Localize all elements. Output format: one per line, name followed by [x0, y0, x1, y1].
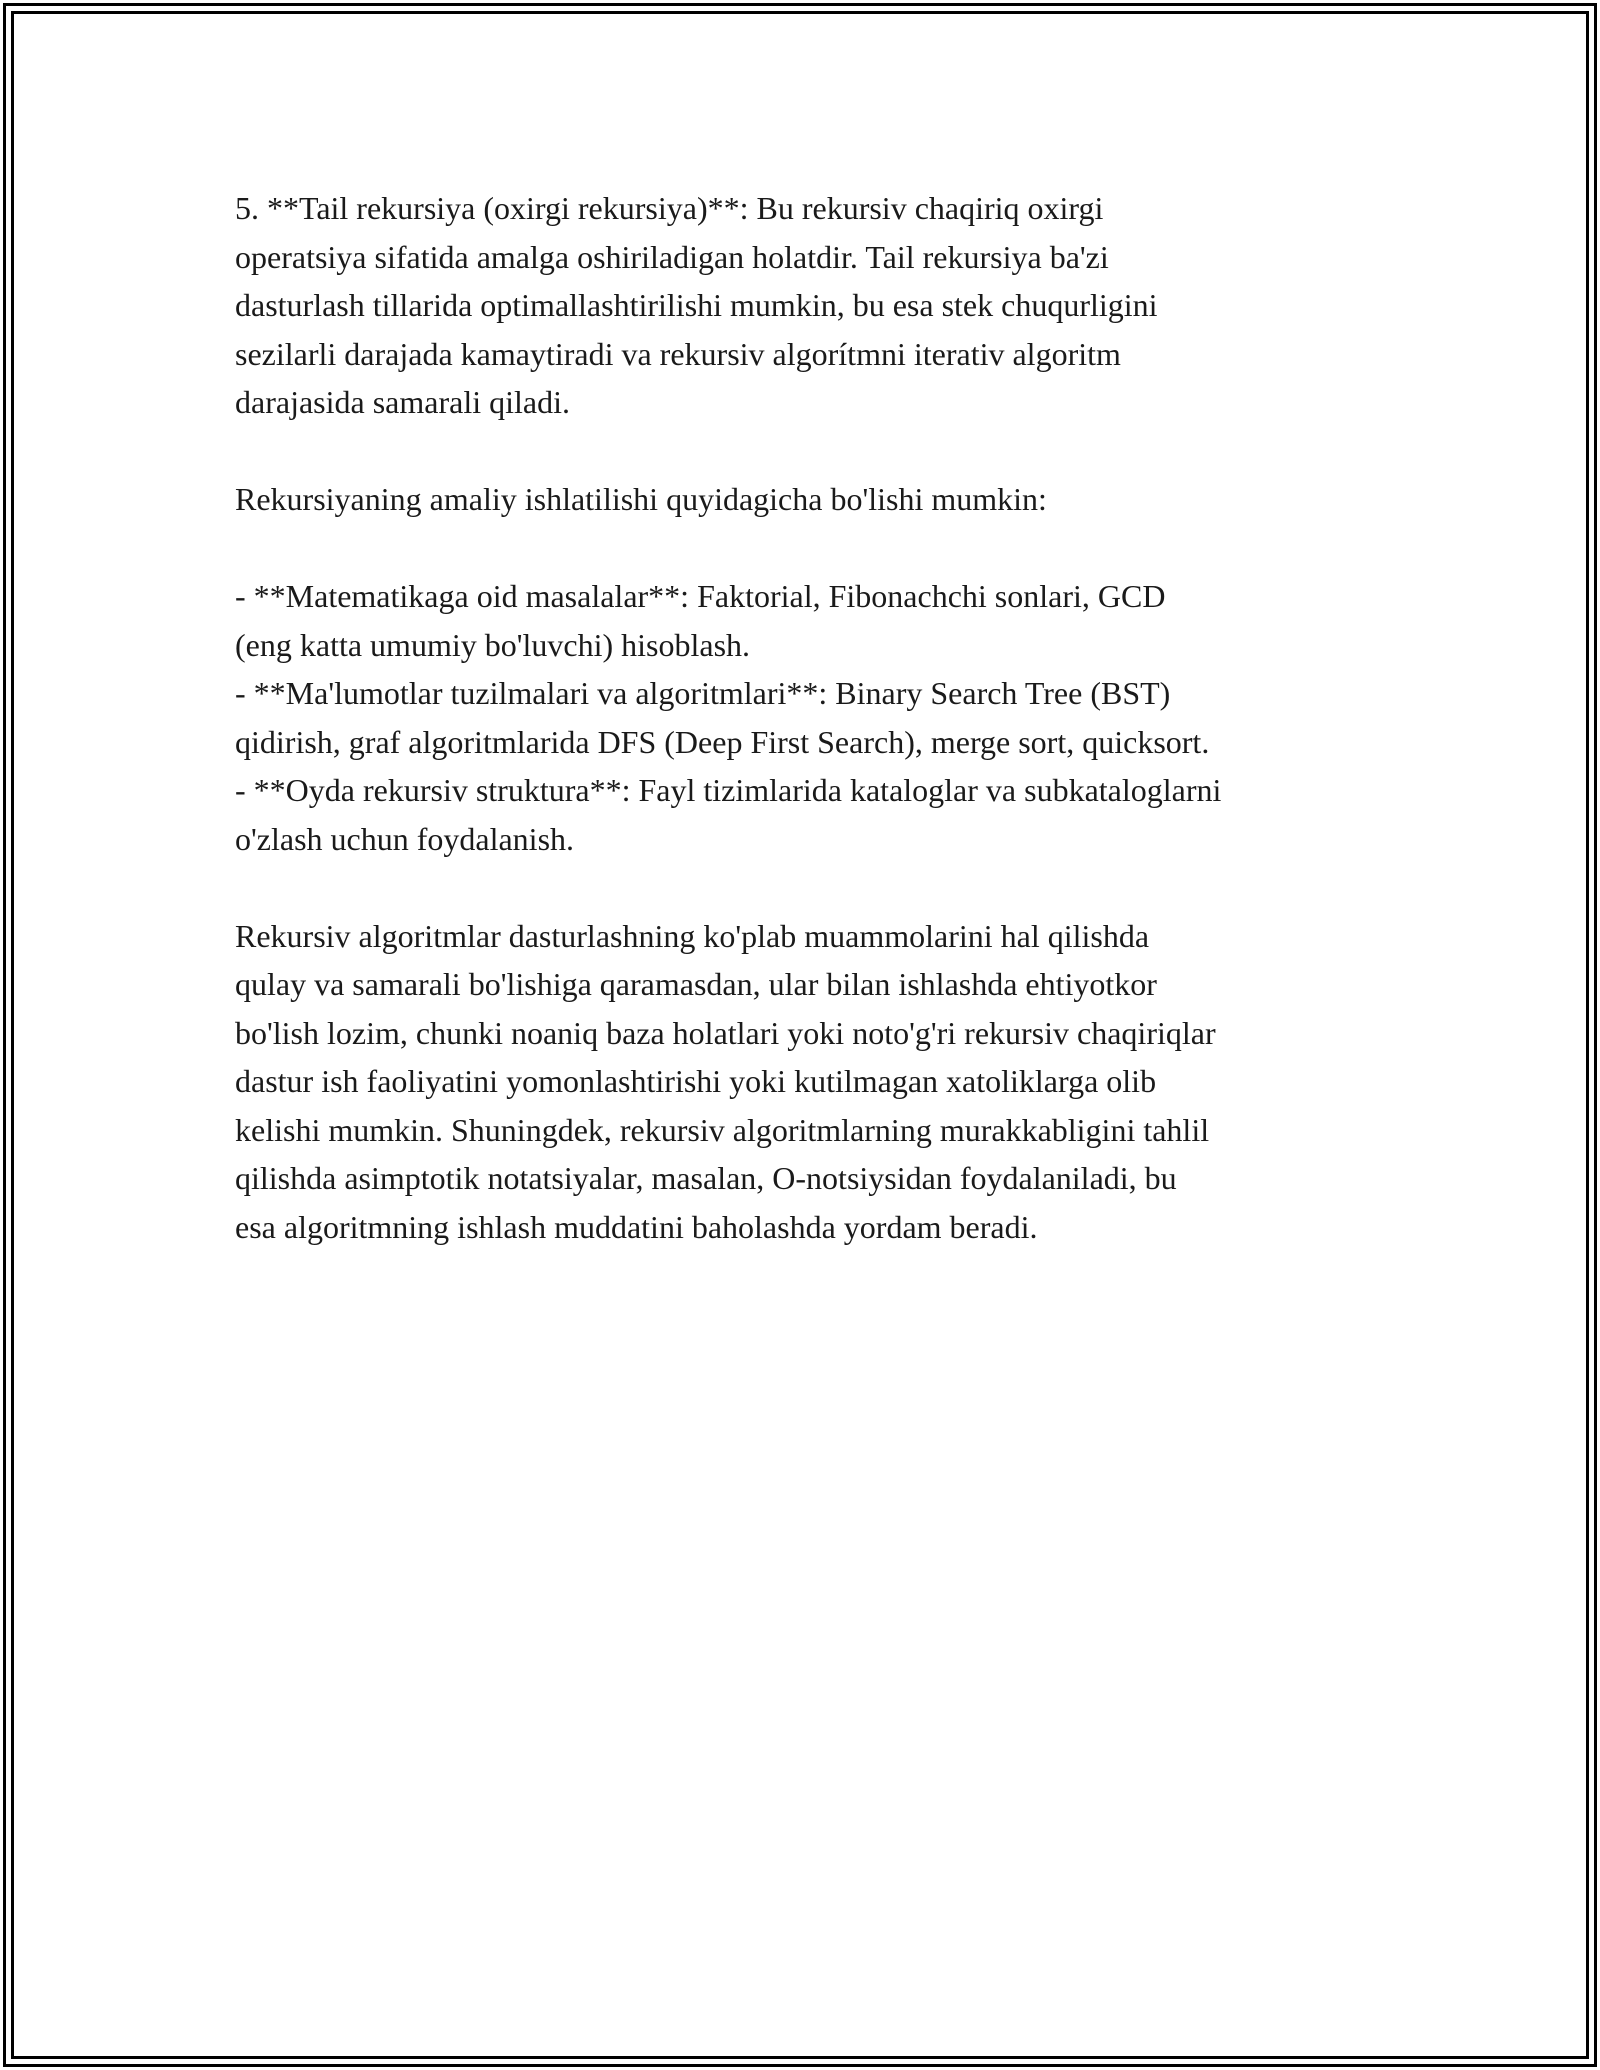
list-item-line: - **Ma'lumotlar tuzilmalari va algoritmlari**: Binary Search Tree (BST)	[235, 675, 1171, 711]
text-line: sezilarli darajada kamaytiradi va rekursiv algorítmni iterativ algoritm	[235, 335, 1121, 372]
text-line: esa algoritmning ishlash muddatini baholashda yordam beradi.	[235, 1208, 1038, 1245]
text-line: Rekursiyaning amaliy ishlatilishi quyidagicha bo'lishi mumkin:	[235, 481, 1047, 517]
paragraph-conclusion	[235, 912, 1390, 1252]
document-body	[235, 184, 1390, 1251]
paragraph-practical-uses-intro	[235, 475, 1390, 524]
list-item-line: qidirish, graf algoritmlarida DFS (Deep First Search), merge sort, quicksort.	[235, 723, 1210, 760]
paragraph-use-cases-list	[235, 572, 1390, 863]
list-item-line: (eng katta umumiy bo'luvchi) hisoblash.	[235, 626, 751, 663]
text-line: Rekursiv algoritmlar dasturlashning ko'plab muammolarini hal qilishda	[235, 917, 1150, 954]
text-line: qilishda asimptotik notatsiyalar, masalan, O-notsiysidan foydalaniladi, bu	[235, 1160, 1177, 1196]
text-line: 5. **Tail rekursiya (oxirgi rekursiya)**: Bu rekursiv chaqiriq oxirgi	[235, 190, 1104, 226]
text-line: qulay va samarali bo'lishiga qaramasdan, ular bilan ishlashda ehtiyotkor	[235, 966, 1157, 1002]
text-line: dasturlash tillarida optimallashtirilishi mumkin, bu esa stek chuqurligini	[235, 287, 1158, 323]
paragraph-tail-recursion	[235, 184, 1390, 427]
text-line: bo'lish lozim, chunki noaniq baza holatlari yoki noto'g'ri rekursiv chaqiriqlar	[235, 1014, 1216, 1051]
paragraph-spacer	[235, 863, 1390, 912]
list-item-line: - **Matematikaga oid masalalar**: Faktorial, Fibonachchi sonlari, GCD	[235, 578, 1166, 614]
paragraph-spacer	[235, 524, 1390, 573]
text-line: darajasida samarali qiladi.	[235, 384, 570, 420]
list-item-line: o'zlash uchun foydalanish.	[235, 820, 575, 857]
text-line: dastur ish faoliyatini yomonlashtirishi yoki kutilmagan xatoliklarga olib	[235, 1063, 1157, 1099]
paragraph-spacer	[235, 427, 1390, 476]
text-line: kelishi mumkin. Shuningdek, rekursiv algoritmlarning murakkabligini tahlil	[235, 1111, 1210, 1148]
text-line: operatsiya sifatida amalga oshiriladigan holatdir. Tail rekursiya ba'zi	[235, 238, 1109, 275]
list-item-line: - **Oyda rekursiv struktura**: Fayl tizimlarida kataloglar va subkataloglarni	[235, 772, 1222, 808]
